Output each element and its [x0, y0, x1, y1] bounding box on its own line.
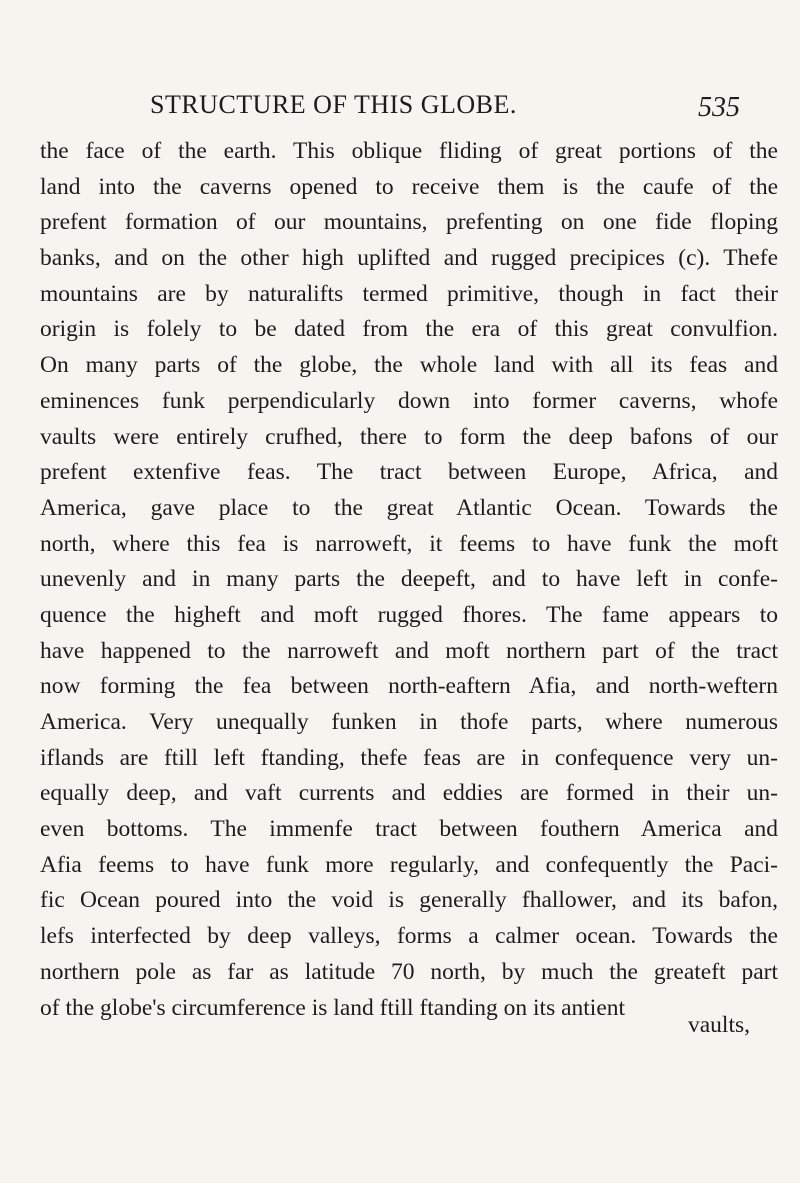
text-line: northern pole as far as latitude 70 north, by much the greateft part	[40, 958, 778, 985]
text-line: even bottoms. The immenfe tract between fouthern America and	[40, 816, 778, 843]
page-number: 535	[698, 92, 740, 123]
text-line: of the globe's circumference is land ftill ftanding on its antient	[40, 994, 626, 1021]
text-line: now forming the fea between north-eaftern Afia, and north-weftern	[40, 673, 778, 700]
text-line: On many parts of the globe, the whole land with all its feas and	[40, 352, 778, 379]
body-text	[40, 134, 778, 1026]
text-line: iflands are ftill left ftanding, thefe feas are in confequence very un-	[40, 744, 778, 771]
text-line: mountains are by naturalifts termed primitive, though in fact their	[40, 280, 778, 307]
text-line: America. Very unequally funken in thofe parts, where numerous	[40, 709, 778, 735]
catchword: vaults,	[688, 1012, 751, 1038]
text-line: fic Ocean poured into the void is generally fhallower, and its bafon,	[40, 887, 778, 914]
text-line: banks, and on the other high uplifted and rugged precipices (c). Thefe	[40, 245, 778, 272]
text-line: land into the caverns opened to receive them is the caufe of the	[40, 173, 778, 200]
text-line: America, gave place to the great Atlantic Ocean. Towards the	[40, 494, 778, 521]
text-line: have happened to the narroweft and moft northern part of the tract	[40, 637, 778, 664]
text-line: quence the higheft and moft rugged fhores. The fame appears to	[40, 601, 778, 628]
text-line: north, where this fea is narroweft, it feems to have funk the moft	[40, 530, 778, 557]
text-line: origin is folely to be dated from the era of this great convulfion.	[40, 316, 778, 343]
text-line: vaults were entirely crufhed, there to form the deep bafons of our	[40, 423, 778, 450]
text-line: prefent extenfive feas. The tract between Europe, Africa, and	[40, 459, 778, 486]
text-line: prefent formation of our mountains, prefenting on one fide floping	[40, 209, 778, 236]
text-line: eminences funk perpendicularly down into former caverns, whofe	[40, 387, 778, 414]
text-line: the face of the earth. This oblique fliding of great portions of the	[40, 138, 778, 164]
text-line: unevenly and in many parts the deepeft, and to have left in confe-	[40, 566, 778, 593]
running-title: STRUCTURE OF THIS GLOBE.	[150, 90, 517, 119]
text-line: equally deep, and vaft currents and eddies are formed in their un-	[40, 780, 778, 807]
text-line: Afia feems to have funk more regularly, and confequently the Paci-	[40, 851, 778, 878]
text-line: lefs interfected by deep valleys, forms a calmer ocean. Towards the	[40, 923, 778, 950]
